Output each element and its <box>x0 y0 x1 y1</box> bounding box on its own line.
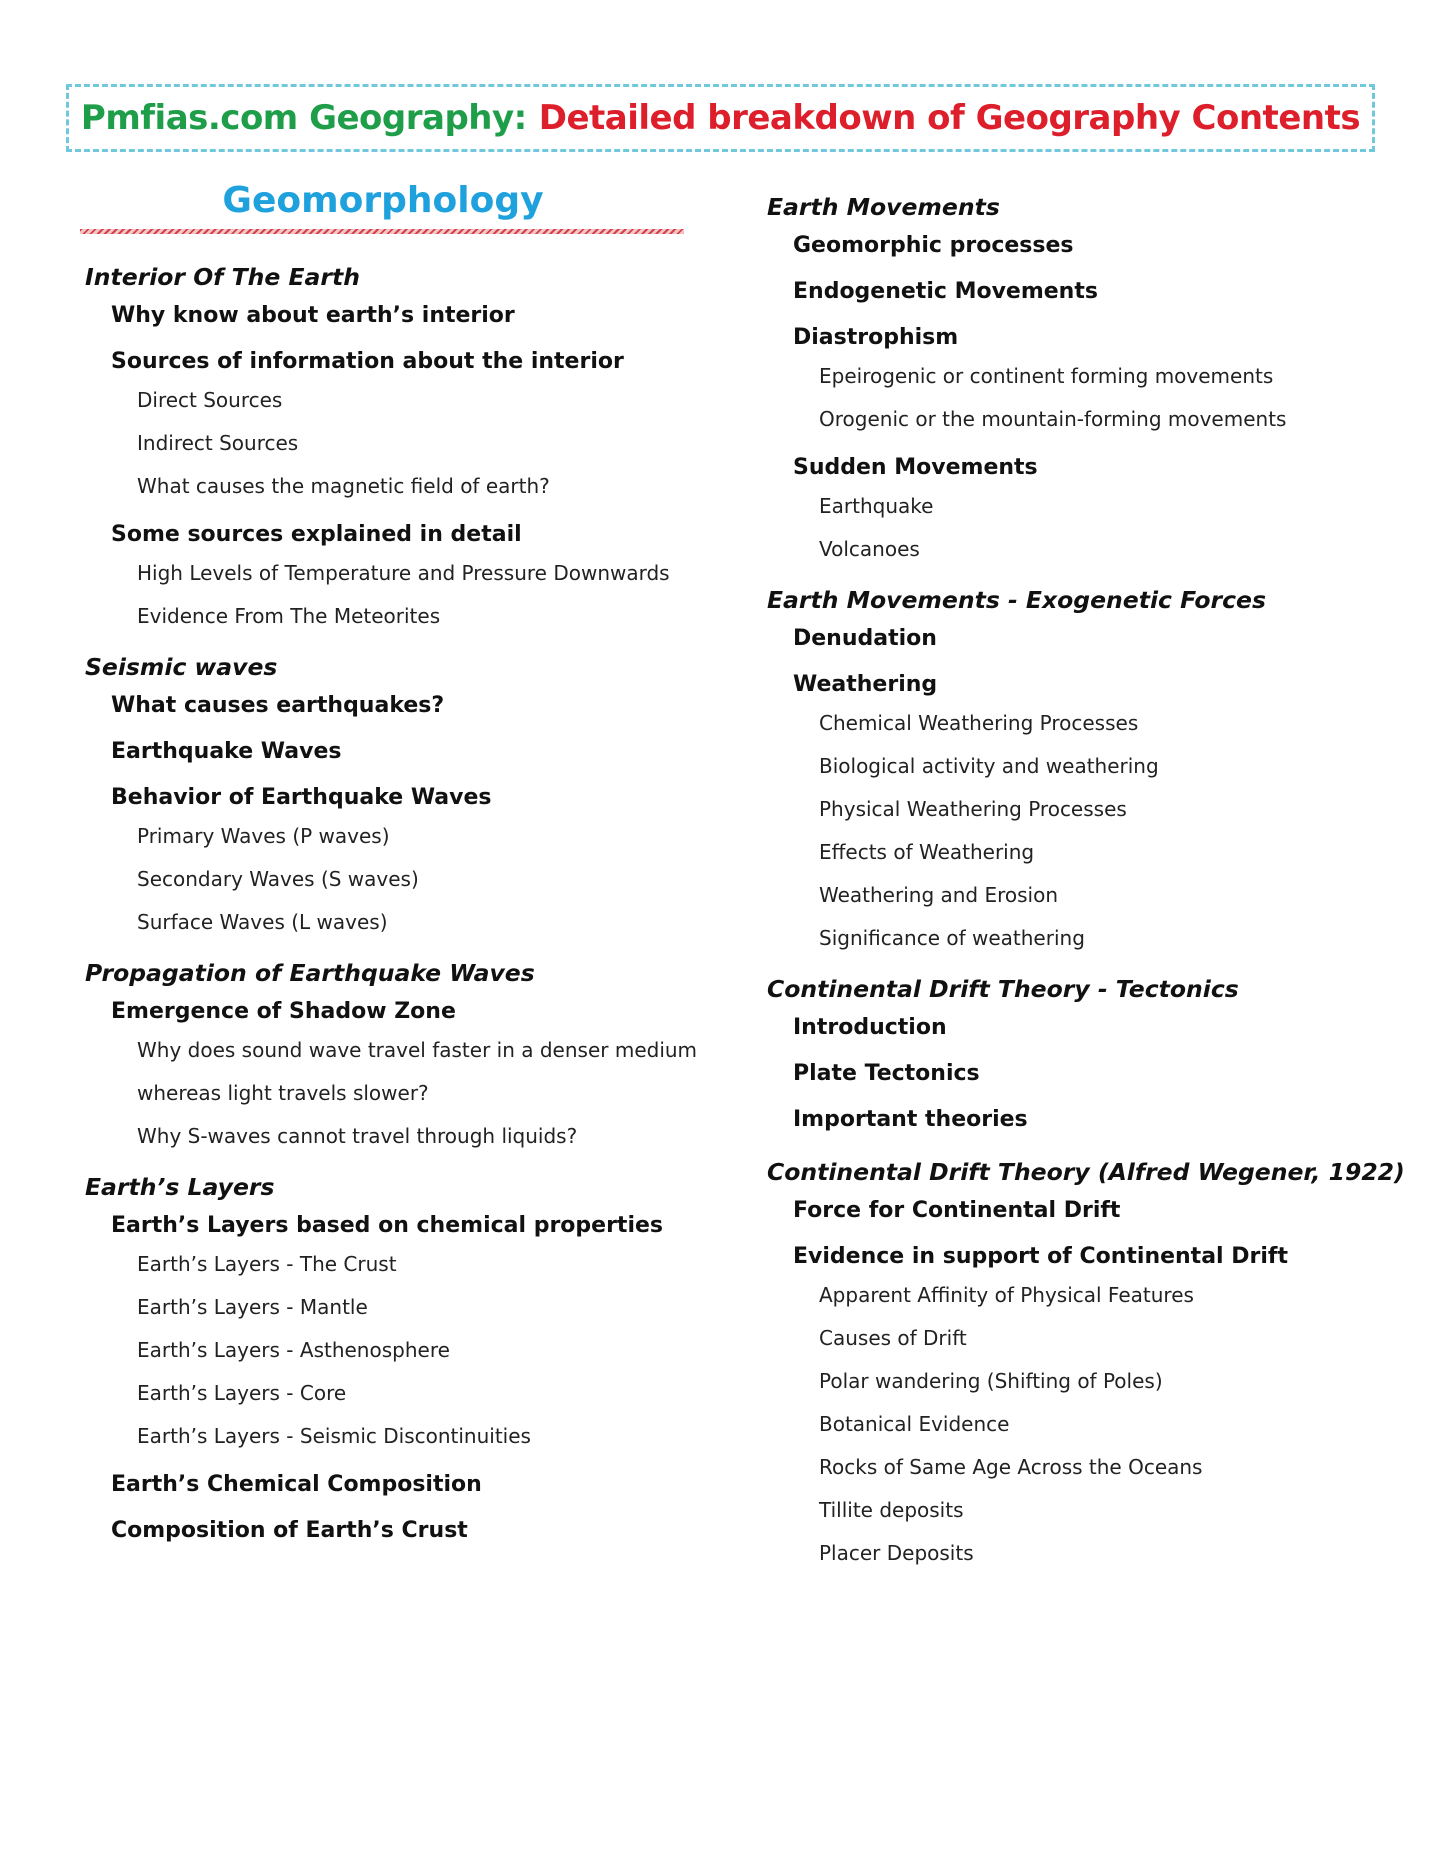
right-chapter-heading: Continental Drift Theory (Alfred Wegener, 1922) <box>767 1158 1405 1186</box>
left-subtopic-item: Earth’s Layers - Mantle <box>137 1295 368 1319</box>
right-subtopic-item: Epeirogenic or continent forming movements <box>819 364 1274 388</box>
left-contents-column <box>85 262 725 1546</box>
left-subtopic-item: Earth’s Layers - Seismic Discontinuities <box>137 1424 531 1448</box>
left-topic-heading: Earth’s Layers based on chemical properties <box>111 1213 663 1238</box>
right-subtopic-item: Orogenic or the mountain-forming movements <box>819 407 1287 431</box>
left-topic-heading: Behavior of Earthquake Waves <box>111 785 492 810</box>
left-subtopic-item: Earth’s Layers - Asthenosphere <box>137 1338 450 1362</box>
left-topic-heading: Earth’s Chemical Composition <box>111 1472 482 1497</box>
right-chapter-heading: Earth Movements <box>767 193 1000 221</box>
left-topic-heading: Composition of Earth’s Crust <box>111 1518 468 1543</box>
right-subtopic-item: Chemical Weathering Processes <box>819 711 1139 735</box>
left-chapter-heading: Seismic waves <box>85 653 278 681</box>
left-subtopic-item: whereas light travels slower? <box>137 1081 429 1105</box>
left-chapter-heading: Interior Of The Earth <box>85 263 360 291</box>
left-subtopic-item: Why does sound wave travel faster in a denser medium <box>137 1038 698 1062</box>
left-subtopic-item: High Levels of Temperature and Pressure Downwards <box>137 561 670 585</box>
right-topic-heading: Introduction <box>793 1015 947 1040</box>
right-subtopic-item: Weathering and Erosion <box>819 883 1059 907</box>
left-chapter-heading: Propagation of Earthquake Waves <box>85 959 535 987</box>
left-subtopic-item: Evidence From The Meteorites <box>137 604 441 628</box>
right-subtopic-item: Effects of Weathering <box>819 840 1035 864</box>
right-topic-heading: Sudden Movements <box>793 455 1038 480</box>
right-subtopic-item: Polar wandering (Shifting of Poles) <box>819 1369 1163 1393</box>
left-chapter-heading: Earth’s Layers <box>85 1173 275 1201</box>
right-subtopic-item: Earthquake <box>819 494 934 518</box>
left-subtopic-item: Primary Waves (P waves) <box>137 824 390 848</box>
right-topic-heading: Evidence in support of Continental Drift <box>793 1244 1288 1269</box>
right-subtopic-item: Biological activity and weathering <box>819 754 1159 778</box>
right-topic-heading: Weathering <box>793 672 938 697</box>
page-banner <box>66 84 1375 152</box>
right-topic-heading: Force for Continental Drift <box>793 1198 1121 1223</box>
left-topic-heading: What causes earthquakes? <box>111 693 445 718</box>
left-topic-heading: Some sources explained in detail <box>111 522 522 547</box>
right-contents-column <box>767 192 1407 1575</box>
right-topic-heading: Important theories <box>793 1107 1028 1132</box>
left-topic-heading: Emergence of Shadow Zone <box>111 999 456 1024</box>
right-subtopic-item: Causes of Drift <box>819 1326 967 1350</box>
right-chapter-heading: Earth Movements - Exogenetic Forces <box>767 586 1266 614</box>
left-subtopic-item: Earth’s Layers - Core <box>137 1381 347 1405</box>
right-subtopic-item: Volcanoes <box>819 537 920 561</box>
section-title-underline <box>80 229 684 234</box>
right-subtopic-item: Apparent Affinity of Physical Features <box>819 1283 1194 1307</box>
left-subtopic-item: Secondary Waves (S waves) <box>137 867 419 891</box>
right-subtopic-item: Significance of weathering <box>819 926 1085 950</box>
right-topic-heading: Endogenetic Movements <box>793 279 1098 304</box>
left-topic-heading: Why know about earth’s interior <box>111 303 515 328</box>
right-subtopic-item: Placer Deposits <box>819 1541 974 1565</box>
left-topic-heading: Sources of information about the interior <box>111 349 624 374</box>
right-chapter-heading: Continental Drift Theory - Tectonics <box>767 975 1239 1003</box>
right-subtopic-item: Tillite deposits <box>819 1498 964 1522</box>
right-subtopic-item: Botanical Evidence <box>819 1412 1010 1436</box>
left-subtopic-item: Surface Waves (L waves) <box>137 910 388 934</box>
right-subtopic-item: Rocks of Same Age Across the Oceans <box>819 1455 1203 1479</box>
right-topic-heading: Diastrophism <box>793 325 959 350</box>
right-topic-heading: Plate Tectonics <box>793 1061 980 1086</box>
right-subtopic-item: Physical Weathering Processes <box>819 797 1127 821</box>
left-subtopic-item: Earth’s Layers - The Crust <box>137 1252 397 1276</box>
right-topic-heading: Geomorphic processes <box>793 233 1074 258</box>
banner-subtitle: Detailed breakdown of Geography Contents <box>538 98 1361 138</box>
left-subtopic-item: Indirect Sources <box>137 431 299 455</box>
banner-site-name: Pmfias.com Geography: <box>80 98 527 138</box>
section-title: Geomorphology <box>222 180 544 221</box>
left-subtopic-item: Why S-waves cannot travel through liquids? <box>137 1124 578 1148</box>
right-topic-heading: Denudation <box>793 626 937 651</box>
left-subtopic-item: Direct Sources <box>137 388 283 412</box>
left-subtopic-item: What causes the magnetic field of earth? <box>137 474 550 498</box>
left-topic-heading: Earthquake Waves <box>111 739 342 764</box>
